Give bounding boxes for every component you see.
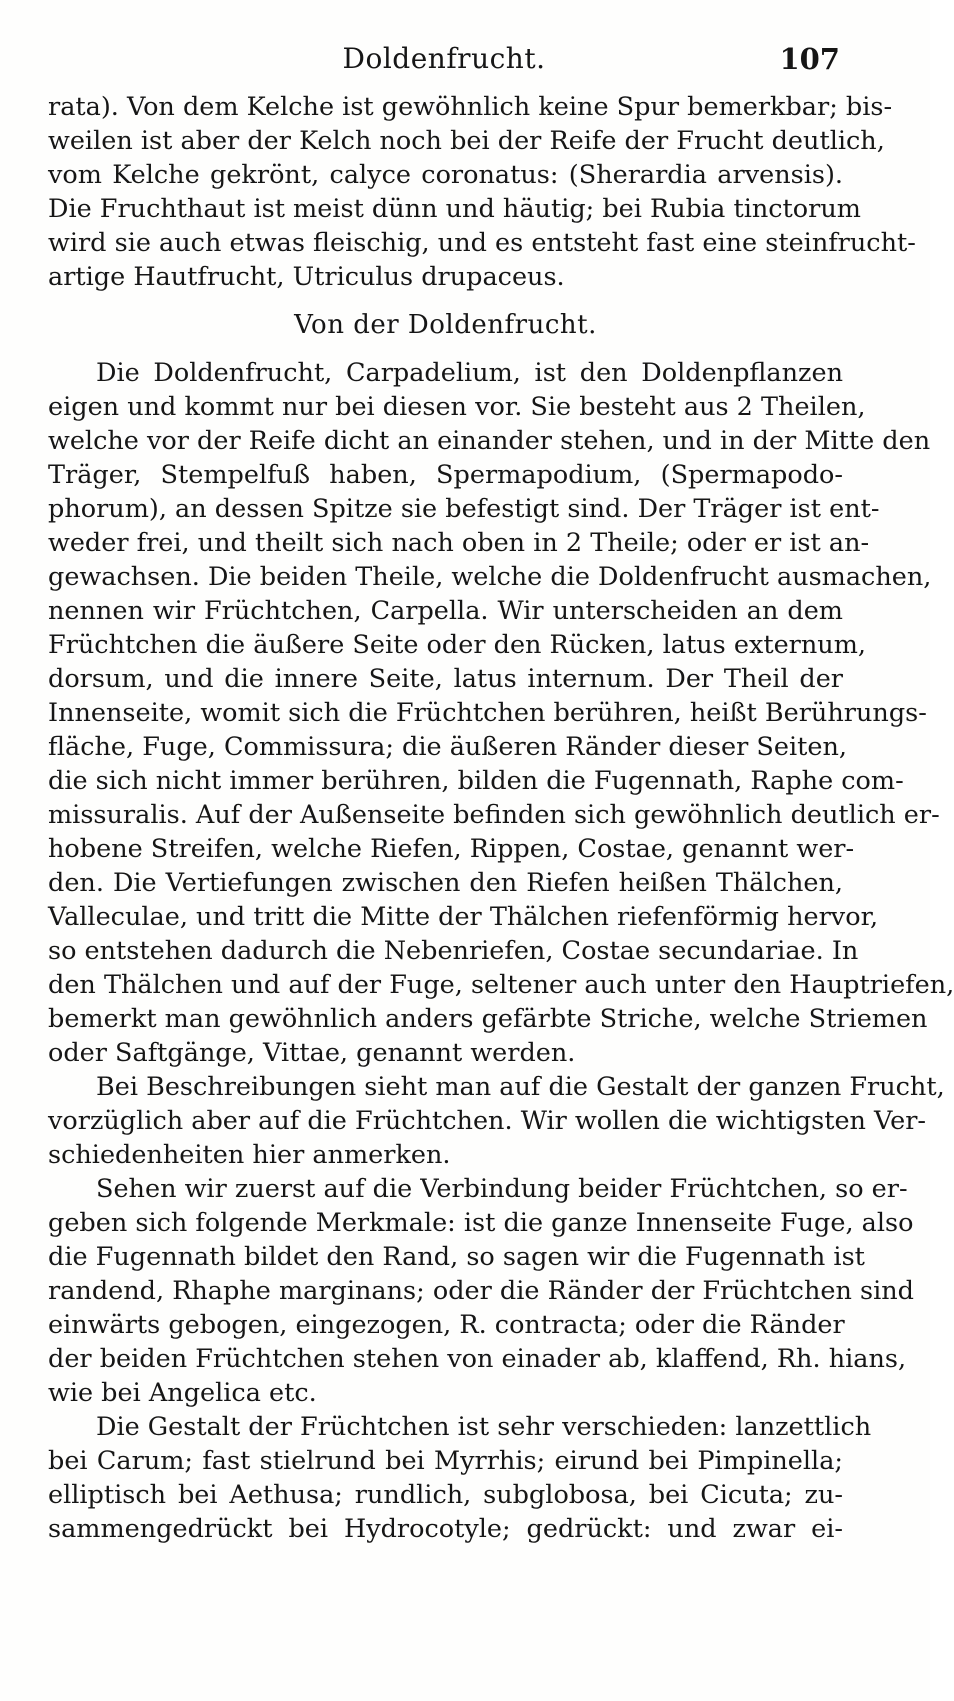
text-line: Sehen wir zuerst auf die Verbindung beider Früchtchen, so er-	[96, 1174, 908, 1204]
text-line: Früchtchen die äußere Seite oder den Rücken, latus externum,	[48, 630, 866, 660]
text-line: gewachsen. Die beiden Theile, welche die Doldenfrucht ausmachen,	[48, 562, 932, 592]
text-line: vom Kelche gekrönt, calyce coronatus: (Sherardia arvensis).	[48, 160, 843, 190]
text-line: den Thälchen und auf der Fuge, seltener auch unter den Hauptriefen,	[48, 970, 954, 1000]
text-line: welche vor der Reife dicht an einander stehen, und in der Mitte den	[48, 426, 931, 456]
text-line: Innenseite, womit sich die Früchtchen berühren, heißt Berührungs-	[48, 698, 927, 728]
text-line: vorzüglich aber auf die Früchtchen. Wir wollen die wichtigsten Ver-	[48, 1106, 927, 1136]
text-line: elliptisch bei Aethusa; rundlich, subglobosa, bei Cicuta; zu-	[48, 1480, 843, 1510]
text-line: die Fugennath bildet den Rand, so sagen wir die Fugennath ist	[48, 1242, 865, 1272]
body-text	[48, 90, 954, 1546]
text-line: phorum), an dessen Spitze sie befestigt sind. Der Träger ist ent-	[48, 494, 880, 524]
text-line: Bei Beschreibungen sieht man auf die Gestalt der ganzen Frucht,	[96, 1072, 945, 1102]
text-line: schiedenheiten hier anmerken.	[48, 1140, 451, 1170]
text-line: missuralis. Auf der Außenseite befinden sich gewöhnlich deutlich er-	[48, 800, 940, 830]
page-header	[48, 38, 840, 80]
paragraph-connection	[48, 1172, 914, 1410]
text-line: fläche, Fuge, Commissura; die äußeren Ränder dieser Seiten,	[48, 732, 848, 762]
text-line: artige Hautfrucht, Utriculus drupaceus.	[48, 262, 565, 292]
text-line: dorsum, und die innere Seite, latus internum. Der Theil der	[48, 664, 843, 694]
text-line: nennen wir Früchtchen, Carpella. Wir unterscheiden an dem	[48, 596, 843, 626]
text-line: Die Fruchthaut ist meist dünn und häutig; bei Rubia tinctorum	[48, 194, 861, 224]
text-line: rata). Von dem Kelche ist gewöhnlich keine Spur bemerkbar; bis-	[48, 92, 893, 122]
text-line: sammengedrückt bei Hydrocotyle; gedrückt: und zwar ei-	[48, 1514, 843, 1544]
text-line: oder Saftgänge, Vittae, genannt werden.	[48, 1038, 576, 1068]
paragraph-shape	[48, 1410, 872, 1546]
paragraph-fruit-skin	[48, 90, 916, 294]
text-line: wie bei Angelica etc.	[48, 1378, 317, 1408]
running-title: Doldenfrucht.	[342, 42, 546, 75]
text-line: die sich nicht immer berühren, bilden die Fugennath, Raphe com-	[48, 766, 904, 796]
section-heading: Von der Doldenfrucht.	[294, 310, 597, 340]
text-line: Die Gestalt der Früchtchen ist sehr verschieden: lanzettlich	[96, 1412, 872, 1442]
text-line: geben sich folgende Merkmale: ist die ganze Innenseite Fuge, also	[48, 1208, 914, 1238]
text-line: Träger, Stempelfuß haben, Spermapodium, (Spermapodo-	[48, 460, 843, 490]
text-line: Valleculae, und tritt die Mitte der Thälchen riefenförmig hervor,	[48, 902, 879, 932]
text-line: den. Die Vertiefungen zwischen den Riefen heißen Thälchen,	[48, 868, 843, 898]
text-line: weilen ist aber der Kelch noch bei der Reife der Frucht deutlich,	[48, 126, 885, 156]
text-line: der beiden Früchtchen stehen von einader ab, klaffend, Rh. hians,	[48, 1344, 907, 1374]
paragraph-descriptions	[48, 1070, 945, 1172]
paragraph-umbel-fruit	[48, 356, 954, 1070]
text-line: weder frei, und theilt sich nach oben in 2 Theile; oder er ist an-	[48, 528, 870, 558]
text-line: bemerkt man gewöhnlich anders gefärbte Striche, welche Striemen	[48, 1004, 928, 1034]
text-line: randend, Rhaphe marginans; oder die Ränder der Früchtchen sind	[48, 1276, 914, 1306]
text-line: eigen und kommt nur bei diesen vor. Sie besteht aus 2 Theilen,	[48, 392, 866, 422]
text-line: so entstehen dadurch die Nebenriefen, Costae secundariae. In	[48, 936, 859, 966]
text-line: bei Carum; fast stielrund bei Myrrhis; eirund bei Pimpinella;	[48, 1446, 843, 1476]
page-number: 107	[779, 42, 840, 76]
text-line: Die Doldenfrucht, Carpadelium, ist den Doldenpflanzen	[96, 358, 843, 388]
text-line: hobene Streifen, welche Riefen, Rippen, Costae, genannt wer-	[48, 834, 855, 864]
text-line: wird sie auch etwas fleischig, und es entsteht fast eine steinfrucht-	[48, 228, 916, 258]
text-line: einwärts gebogen, eingezogen, R. contracta; oder die Ränder	[48, 1310, 845, 1340]
